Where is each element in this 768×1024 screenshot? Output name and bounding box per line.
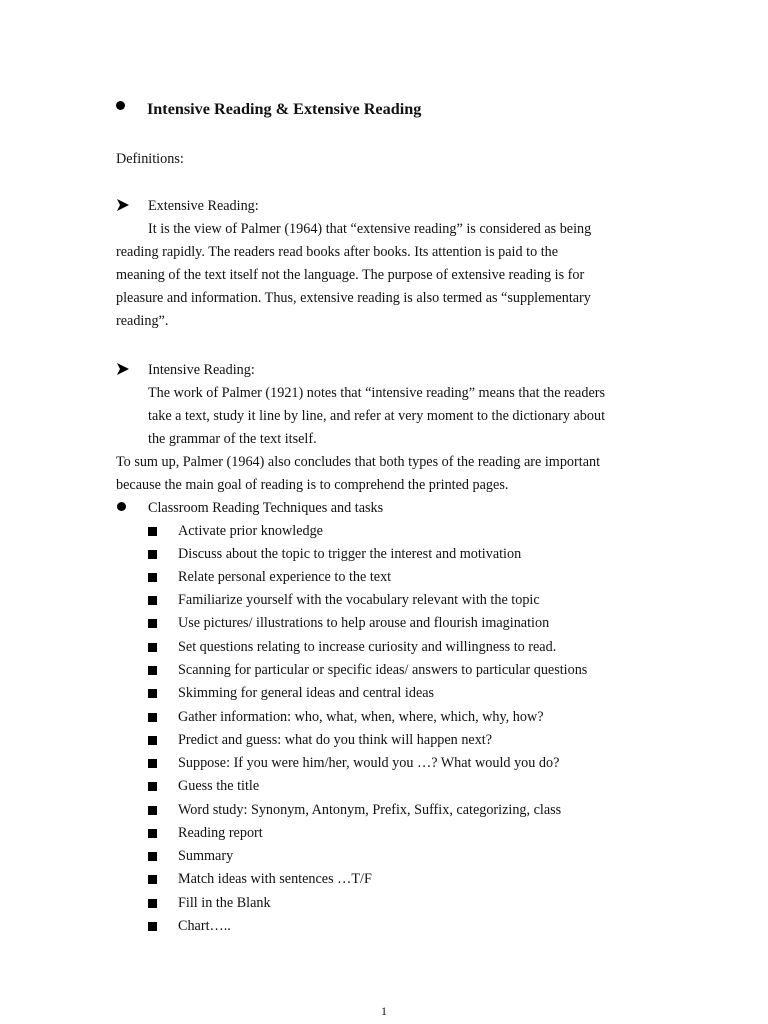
circle-bullet-icon [117, 502, 126, 511]
square-bullet-icon [148, 619, 157, 628]
intensive-paragraph-line: the grammar of the text itself. [148, 431, 317, 447]
square-bullet-icon [148, 829, 157, 838]
intensive-reading-title: Intensive Reading: [148, 362, 255, 378]
square-bullet-icon [148, 573, 157, 582]
extensive-paragraph-line: reading”. [116, 313, 169, 329]
document-page: Intensive Reading & Extensive Reading Definitions: Extensive Reading: It is the view of Palmer (1964) that “extensive reading” is considered as being reading rapidly. The readers read books after books. Its attention is paid to the meaning of the text itself not the language. The purpose of extensive reading is for pleasure and information. Thus, extensive reading is also termed as “supplementary reading”. Intensive Reading: The work of Palmer (1921) notes that “intensive reading” means that the readers take a text, study it line by line, and refer at very moment to the dictionary about the grammar of the text itself. To sum up, Palmer (1964) also concludes that both types of the reading are important because the main goal of reading is to comprehend the printed pages. Classroom Reading Techniques and tasks Activate prior knowledge Discuss about the topic to trigger the interest and motivation Relate personal experience to the text Familiarize yourself with the vocabulary relevant with the topic Use pictures/ illustrations to help arouse and flourish imagination Set questions relating to increase curiosity and willingness to read. Scanning for particular or specific ideas/ answers to particular questions Skimming for general ideas and central ideas Gather information: who, what, when, where, which, why, how? Predict and guess: what do you think will happen next? Suppose: If you were him/her, would you …? What would you do? Guess the title Word study: Synonym, Antonym, Prefix, Suffix, categorizing, class Reading report Summary Match ideas with sentences …T/F Fill in the Blank Chart….. 1 [0, 0, 768, 1024]
square-bullet-icon [148, 875, 157, 884]
intensive-paragraph-line: take a text, study it line by line, and refer at very moment to the dictionary about [148, 408, 606, 424]
page-number: 1 [381, 1004, 387, 1018]
summary-line: To sum up, Palmer (1964) also concludes that both types of the reading are important [116, 454, 601, 470]
page-title: Intensive Reading & Extensive Reading [147, 100, 422, 118]
square-bullet-icon [148, 713, 157, 722]
arrow-head-icon [116, 362, 130, 376]
extensive-paragraph-line: It is the view of Palmer (1964) that “extensive reading” is considered as being [148, 221, 592, 237]
square-bullet-icon [148, 643, 157, 652]
extensive-paragraph-line: reading rapidly. The readers read books after books. Its attention is paid to the [116, 244, 559, 260]
square-bullet-icon [148, 689, 157, 698]
techniques-title: Classroom Reading Techniques and tasks [148, 500, 384, 516]
square-bullet-icon [148, 852, 157, 861]
square-bullet-icon [148, 782, 157, 791]
summary-line: because the main goal of reading is to comprehend the printed pages. [116, 477, 509, 493]
square-bullet-icon [148, 550, 157, 559]
square-bullet-icon [148, 899, 157, 908]
heading-row [116, 100, 422, 118]
square-bullet-icon [148, 736, 157, 745]
arrow-head-icon [116, 198, 130, 212]
square-bullet-icon [148, 666, 157, 675]
square-bullet-icon [148, 596, 157, 605]
intensive-paragraph-line: The work of Palmer (1921) notes that “intensive reading” means that the readers [148, 385, 605, 401]
square-bullet-icon [148, 759, 157, 768]
circle-bullet-icon [116, 101, 125, 110]
square-bullet-icon [148, 922, 157, 931]
definitions-label: Definitions: [116, 151, 184, 167]
extensive-paragraph-line: meaning of the text itself not the language. The purpose of extensive reading is for [116, 267, 585, 283]
extensive-reading-title: Extensive Reading: [148, 198, 259, 214]
square-bullet-icon [148, 806, 157, 815]
extensive-paragraph-line: pleasure and information. Thus, extensive reading is also termed as “supplementary [116, 290, 591, 306]
square-bullet-icon [148, 527, 157, 536]
